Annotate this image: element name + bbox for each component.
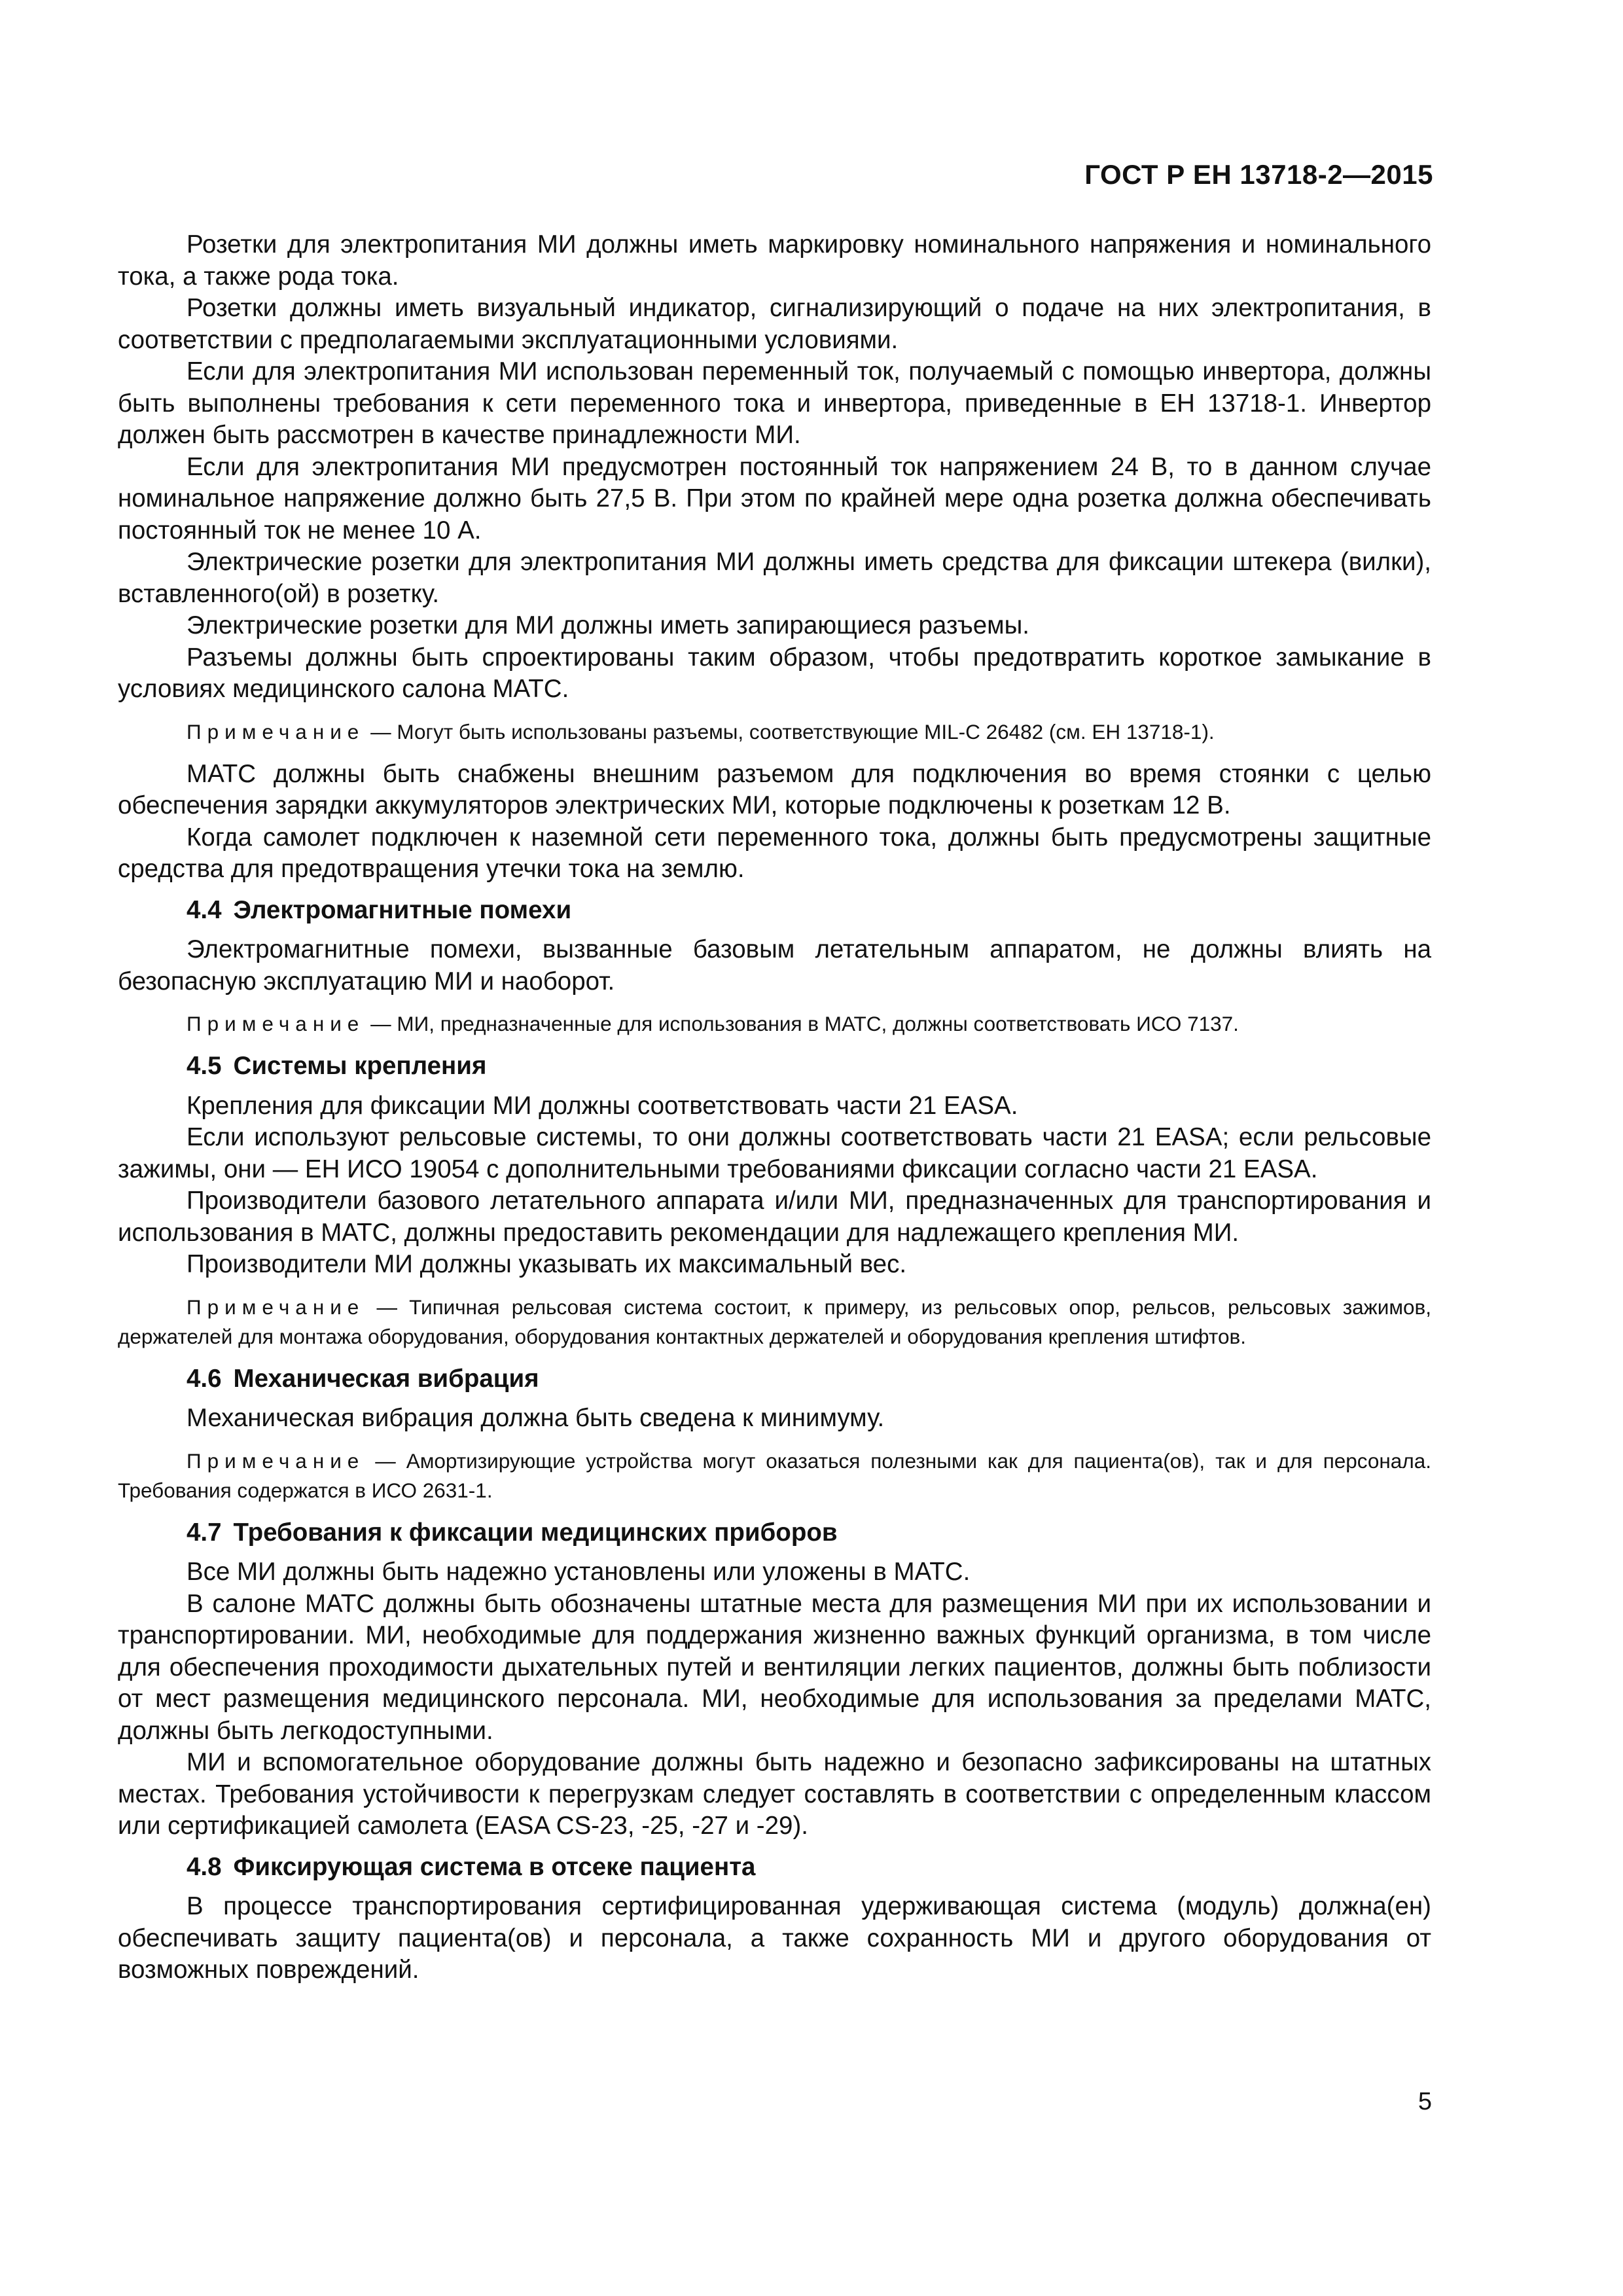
section-number: 4.5 [187,1052,222,1080]
section-heading-4-7 [187,1517,1431,1549]
section-title: Электромагнитные помехи [233,895,572,924]
note-text: — Амортизирующие устройства могут оказаться полезными как для пациента(ов), так и для персонала. Требования содержатся в ИСО 2631-1. [118,1448,1431,1502]
section-number: 4.7 [187,1518,222,1547]
paragraph: Производители МИ должны указывать их максимальный вес. [187,1250,907,1278]
section-heading-4-5 [187,1050,1431,1083]
section-number: 4.6 [187,1364,222,1393]
paragraph: Если для электропитания МИ использован переменный ток, получаемый с помощью инвертора, должны быть выполнены требования к сети переменного тока и инвертора, приведенные в ЕН 13718-1. Инвертор должен быть рассмотрен в качестве принадлежности МИ. [118,357,1431,449]
section-number: 4.4 [187,895,222,924]
note [118,1446,1431,1505]
section-title: Механическая вибрация [233,1364,539,1393]
note-label: Примечание [187,1448,365,1473]
paragraph: Если для электропитания МИ предусмотрен постоянный ток напряжением 24 В, то в данном случае номинальное напряжение должно быть 27,5 В. При этом по крайней мере одна розетка должна обеспечивать постоянный ток не менее 10 А. [118,452,1431,545]
paragraph: Розетки для электропитания МИ должны иметь маркировку номинального напряжения и номинального тока, а также рода тока. [118,230,1431,291]
section-title: Фиксирующая система в отсеке пациента [233,1852,756,1881]
note [118,717,1431,747]
note-text: — Типичная рельсовая система состоит, к примеру, из рельсовых опор, рельсов, рельсовых зажимов, держателей для монтажа оборудования, оборудования контактных держателей и оборудования крепления штифтов. [118,1295,1431,1348]
section-title: Системы крепления [233,1052,487,1080]
document-id-header: ГОСТ Р ЕН 13718-2—2015 [1084,159,1433,190]
paragraph: Розетки должны иметь визуальный индикатор, сигнализирующий о подаче на них электропитания, в соответствии с предполагаемыми эксплуатационными условиями. [118,294,1431,354]
paragraph: Производители базового летательного аппарата и/или МИ, предназначенных для транспортирования и использования в МАТС, должны предоставить рекомендации для надлежащего крепления МИ. [118,1187,1431,1247]
note [118,1009,1431,1039]
section-heading-4-4 [187,895,1431,927]
note-text: — МИ, предназначенные для использования в МАТС, должны соответствовать ИСО 7137. [370,1012,1239,1035]
note-label: Примечание [187,719,365,744]
paragraph: Если используют рельсовые системы, то они должны соответствовать части 21 EASA; если рельсовые зажимы, они — ЕН ИСО 19054 с дополнительными требованиями фиксации согласно части 21 EASA. [118,1123,1431,1183]
paragraph: В салоне МАТС должны быть обозначены штатные места для размещения МИ при их использовании и транспортировании. МИ, необходимые для поддержания жизненно важных функций организма, в том числе для обеспечения проходимости дыхательных путей и вентиляции легких пациентов, должны быть поблизости от мест размещения медицинского персонала. МИ, необходимые для использования за пределами МАТС, должны быть легкодоступными. [118,1589,1431,1745]
section-title: Требования к фиксации медицинских приборов [233,1518,838,1547]
paragraph: Все МИ должны быть надежно установлены или уложены в МАТС. [187,1558,971,1586]
paragraph: Когда самолет подключен к наземной сети переменного тока, должны быть предусмотрены защитные средства для предотвращения утечки тока на землю. [118,823,1431,883]
section-heading-4-6 [187,1363,1431,1395]
paragraph: МАТС должны быть снабжены внешним разъемом для подключения во время стоянки с целью обеспечения зарядки аккумуляторов электрических МИ, которые подключены к розеткам 12 В. [118,759,1431,819]
note-label: Примечание [187,1295,365,1319]
note [118,1293,1431,1352]
note-label: Примечание [187,1012,365,1035]
paragraph: В процессе транспортирования сертифицированная удерживающая система (модуль) должна(ен) обеспечивать защиту пациента(ов) и персонала, а также сохранность МИ и другого оборудования от возможных повреждений. [118,1892,1431,1984]
paragraph: Крепления для фиксации МИ должны соответствовать части 21 EASA. [187,1091,1018,1120]
document-body [118,229,1431,1986]
page-number: 5 [1418,2088,1432,2115]
paragraph: Механическая вибрация должна быть сведена к минимуму. [187,1404,885,1432]
note-text: — Могут быть использованы разъемы, соответствующие MIL-C 26482 (см. ЕН 13718-1). [370,719,1215,744]
section-heading-4-8 [187,1852,1431,1884]
paragraph: МИ и вспомогательное оборудование должны быть надежно и безопасно зафиксированы на штатных местах. Требования устойчивости к перегрузкам следует составлять в соответствии с определенным классом или сертификацией самолета (EASA CS-23, -25, -27 и -29). [118,1748,1431,1840]
paragraph: Разъемы должны быть спроектированы таким образом, чтобы предотвратить короткое замыкание в условиях медицинского салона МАТС. [118,643,1431,703]
paragraph: Электрические розетки для электропитания МИ должны иметь средства для фиксации штекера (вилки), вставленного(ой) в розетку. [118,548,1431,608]
paragraph: Электромагнитные помехи, вызванные базовым летательным аппаратом, не должны влиять на безопасную эксплуатацию МИ и наоборот. [118,935,1431,996]
section-number: 4.8 [187,1852,222,1881]
paragraph: Электрические розетки для МИ должны иметь запирающиеся разъемы. [187,611,1030,639]
